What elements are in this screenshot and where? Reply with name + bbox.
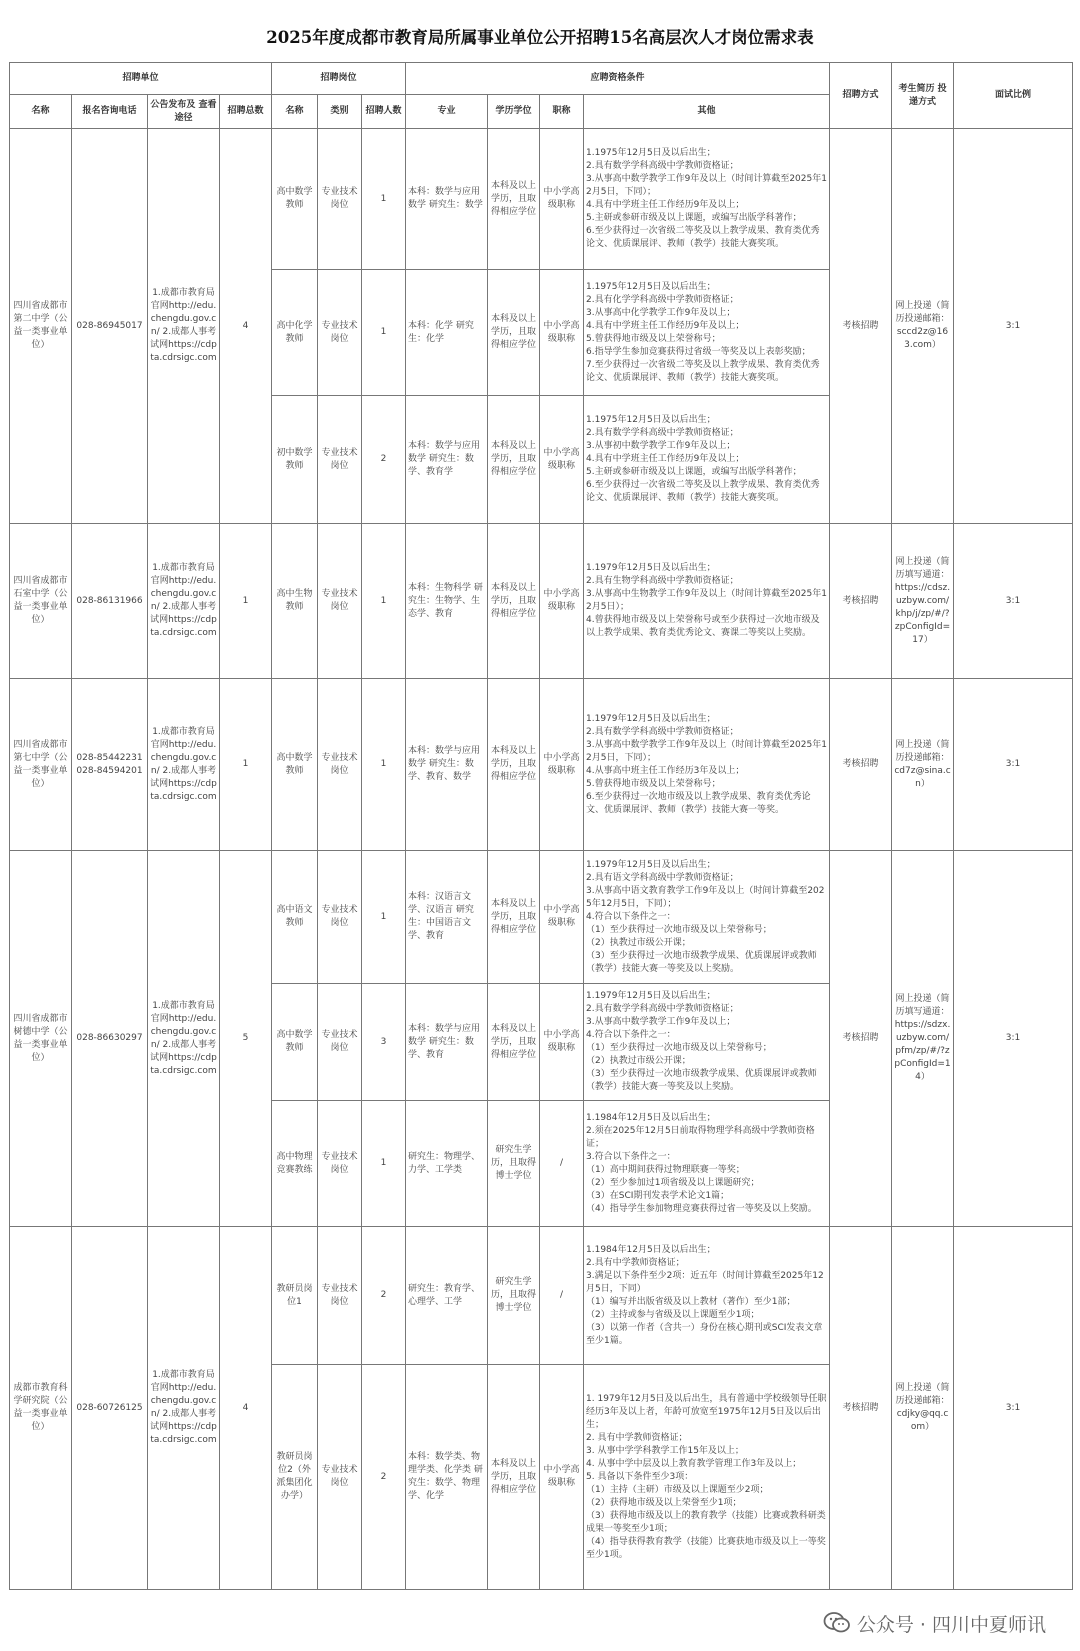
post-name-cell: 高中数学教师 <box>272 129 318 270</box>
requirement-line: 1.1979年12月5日及以后出生； <box>586 563 716 573</box>
unit-total-cell: 1 <box>220 679 272 851</box>
post-major-cell: 本科：数学类、物理学类、化学类 研究生：数学、物理学、化学 <box>406 1365 488 1590</box>
requirement-line: 1.1979年12月5日及以后出生； <box>586 859 716 870</box>
header-resume: 考生简历 投递方式 <box>892 63 954 129</box>
requirement-line: 1.1975年12月5日及以后出生； <box>586 281 716 292</box>
requirement-line: 6.指导学生参加竞赛获得过省级一等奖及以上表彰奖励； <box>586 346 811 357</box>
post-degree-cell: 本科及以上学历，且取得相应学位 <box>488 396 540 524</box>
post-other-cell <box>584 129 830 270</box>
requirement-line: 5. 具备以下条件至少3项： <box>586 1471 694 1482</box>
header-title-req: 职称 <box>540 95 584 129</box>
unit-announce-cell: 1.成都市教育局官网http://edu.chengdu.gov.cn/ 2.成都人事考试网https://cdpta.cdrsigc.com <box>148 524 220 679</box>
post-category-cell: 专业技术岗位 <box>318 1101 362 1227</box>
requirement-line: 3.符合以下条件之一： <box>586 1151 676 1162</box>
unit-name-cell: 四川省成都市树德中学（公益一类事业单位） <box>10 851 72 1227</box>
requirement-line: （4）指导获得教育教学（技能）比赛获地市级及以上一等奖至少1项。 <box>586 1536 826 1560</box>
unit-announce-cell: 1.成都市教育局官网http://edu.chengdu.gov.cn/ 2.成都人事考试网https://cdpta.cdrsigc.com <box>148 851 220 1227</box>
unit-resume-cell: 网上投递（简历填写通道：https://sdzx.uzbyw.com/pfm/zp/#/?zpConfigId=14） <box>892 851 954 1227</box>
requirement-line: 3.从事高中数学教学工作9年及以上； <box>586 1017 736 1027</box>
post-name-cell: 高中数学教师 <box>272 984 318 1101</box>
requirement-line: 4.符合以下条件之一： <box>586 911 676 922</box>
requirement-line: 1.1979年12月5日及以后出生； <box>586 991 716 1001</box>
unit-method-cell: 考核招聘 <box>830 1227 892 1590</box>
table-body <box>10 129 1073 1590</box>
requirement-line: 1.1975年12月5日及以后出生； <box>586 148 716 158</box>
post-category-cell: 专业技术岗位 <box>318 396 362 524</box>
post-count-cell: 1 <box>362 129 406 270</box>
requirement-line: 4.曾获得地市级及以上荣誉称号或至少获得过一次地市级及以上教学成果、教育类优秀论文、赛课二等奖以上奖励。 <box>586 615 820 638</box>
post-category-cell: 专业技术岗位 <box>318 524 362 679</box>
unit-ratio-cell: 3:1 <box>954 1227 1073 1590</box>
unit-name-cell: 四川省成都市第七中学（公益一类事业单位） <box>10 679 72 851</box>
requirement-line: （2）执教过市级公开课； <box>586 937 691 948</box>
post-other-cell <box>584 270 830 396</box>
header-post-name: 名称 <box>272 95 318 129</box>
header-major: 专业 <box>406 95 488 129</box>
post-title-req-cell: / <box>540 1101 584 1227</box>
unit-name-cell: 四川省成都市石室中学（公益一类事业单位） <box>10 524 72 679</box>
requirement-line: 3.从事初中数学教学工作9年及以上； <box>586 441 736 451</box>
unit-announce-cell: 1.成都市教育局官网http://edu.chengdu.gov.cn/ 2.成都人事考试网https://cdpta.cdrsigc.com <box>148 1227 220 1590</box>
post-other-cell <box>584 679 830 851</box>
post-name-cell: 高中生物教师 <box>272 524 318 679</box>
post-title-req-cell: / <box>540 1227 584 1365</box>
unit-phone-cell: 028-60726125 <box>72 1227 148 1590</box>
unit-resume-cell: 网上投递（简历投递邮箱：cd7z@sina.cn） <box>892 679 954 851</box>
requirement-line: 2. 具有中学教师资格证； <box>586 1432 688 1443</box>
table-row <box>10 524 1073 679</box>
post-other-cell <box>584 1365 830 1590</box>
requirement-line: 5.主研或参研市级及以上课题，或编写出版学科著作； <box>586 213 802 223</box>
post-category-cell: 专业技术岗位 <box>318 1227 362 1365</box>
post-other-cell <box>584 1101 830 1227</box>
unit-announce-cell: 1.成都市教育局官网http://edu.chengdu.gov.cn/ 2.成都人事考试网https://cdpta.cdrsigc.com <box>148 679 220 851</box>
post-degree-cell: 本科及以上学历，且取得相应学位 <box>488 270 540 396</box>
requirement-line: （3）在SCI期刊发表学术论文1篇； <box>586 1190 730 1201</box>
requirement-line: （2）执教过市级公开课； <box>586 1056 691 1066</box>
unit-phone-cell: 028-86945017 <box>72 129 148 524</box>
unit-method-cell: 考核招聘 <box>830 679 892 851</box>
unit-resume-cell: 网上投递（简历投递邮箱：cdjky@qq.com） <box>892 1227 954 1590</box>
requirement-line: （1）至少获得过一次地市级及以上荣誉称号； <box>586 1043 772 1053</box>
post-name-cell: 高中数学教师 <box>272 679 318 851</box>
post-name-cell: 初中数学教师 <box>272 396 318 524</box>
requirement-line: 1.1979年12月5日及以后出生； <box>586 713 716 724</box>
post-count-cell: 1 <box>362 851 406 984</box>
unit-total-cell: 4 <box>220 1227 272 1590</box>
post-major-cell: 本科：数学与应用数学 研究生：数学、教育、数学 <box>406 679 488 851</box>
wechat-icon <box>823 1611 851 1635</box>
post-other-cell <box>584 396 830 524</box>
unit-method-cell: 考核招聘 <box>830 129 892 524</box>
post-major-cell: 本科：数学与应用数学 研究生：数学、教育学 <box>406 396 488 524</box>
unit-total-cell: 4 <box>220 129 272 524</box>
post-major-cell: 本科：数学与应用数学 研究生：数学 <box>406 129 488 270</box>
post-other-cell <box>584 524 830 679</box>
post-title-req-cell: 中小学高级职称 <box>540 396 584 524</box>
post-major-cell: 本科：汉语言文学、汉语言 研究生：中国语言文学、教育 <box>406 851 488 984</box>
requirement-line: 4.具有中学班主任工作经历9年及以上； <box>586 454 745 464</box>
post-title-req-cell: 中小学高级职称 <box>540 129 584 270</box>
post-major-cell: 本科：化学 研究生：化学 <box>406 270 488 396</box>
post-degree-cell: 本科及以上学历，且取得相应学位 <box>488 129 540 270</box>
requirement-line: 5.曾获得地市级及以上荣誉称号； <box>586 333 721 344</box>
post-count-cell: 2 <box>362 396 406 524</box>
requirement-line: 3.从事高中生物教学工作9年及以上（时间计算截至2025年12月5日）； <box>586 589 827 612</box>
post-other-cell <box>584 851 830 984</box>
requirement-line: 3.从事高中数学教学工作9年及以上（时间计算截至2025年12月5日，下同）； <box>586 739 827 763</box>
table-row <box>10 851 1073 984</box>
post-count-cell: 3 <box>362 984 406 1101</box>
header-qualification-group: 应聘资格条件 <box>406 63 830 95</box>
post-degree-cell: 本科及以上学历，且取得相应学位 <box>488 984 540 1101</box>
post-category-cell: 专业技术岗位 <box>318 129 362 270</box>
header-unit-name: 名称 <box>10 95 72 129</box>
requirement-line: 3.从事高中语文教育教学工作9年及以上（时间计算截至2025年12月5日，下同）； <box>586 885 825 909</box>
requirement-line: 6.至少获得过一次地市级及以上教学成果、教育类优秀论文、优质课展评、教师（教学）技能大赛一等奖。 <box>586 791 811 815</box>
post-count-cell: 1 <box>362 524 406 679</box>
requirement-line: 4.从事高中班主任工作经历3年及以上； <box>586 765 745 776</box>
requirement-line: （1）主持（主研）市级及以上课题至少2项； <box>586 1484 769 1495</box>
requirement-line: 2.具有语文学科高级中学教师资格证； <box>586 872 739 883</box>
unit-announce-cell: 1.成都市教育局官网http://edu.chengdu.gov.cn/ 2.成都人事考试网https://cdpta.cdrsigc.com <box>148 129 220 524</box>
post-name-cell: 高中化学教师 <box>272 270 318 396</box>
post-category-cell: 专业技术岗位 <box>318 679 362 851</box>
watermark-text: 公众号 · 四川中夏师讯 <box>856 1613 1046 1636</box>
post-degree-cell: 本科及以上学历，且取得相应学位 <box>488 679 540 851</box>
requirement-line: 4. 从事中学中层及以上教育教学管理工作3年及以上； <box>586 1458 802 1469</box>
unit-resume-cell: 网上投递（简历填写通道：https://cdsz.uzbyw.com/khp/j/zp/#/?zpConfigId=17） <box>892 524 954 679</box>
requirement-line: 4.符合以下条件之一： <box>586 1030 676 1040</box>
unit-phone-cell: 028-86630297 <box>72 851 148 1227</box>
post-category-cell: 专业技术岗位 <box>318 1365 362 1590</box>
requirement-line: 3. 从事中学学科教学工作15年及以上； <box>586 1445 744 1456</box>
requirement-line: 3.从事高中数学教学工作9年及以上（时间计算截至2025年12月5日，下同）； <box>586 174 827 197</box>
post-name-cell: 教研员岗位2（外派集团化办学） <box>272 1365 318 1590</box>
requirement-line: 2.须在2025年12月5日前取得物理学科高级中学教师资格证； <box>586 1125 815 1149</box>
requirement-line: （3）至少获得过一次地市级教学成果、优质课展评或教师（教学）技能大赛一等奖及以上奖励。 <box>586 950 817 974</box>
post-title-req-cell: 中小学高级职称 <box>540 984 584 1101</box>
requirement-line: （1）高中期间获得过物理联赛一等奖； <box>586 1164 745 1175</box>
requirement-line: 3.满足以下条件至少2项：近五年（时间计算截至2025年12月5日，下同） <box>586 1270 824 1294</box>
unit-name-cell: 四川省成都市第二中学（公益一类事业单位） <box>10 129 72 524</box>
requirement-line: （2）主持或参与省级及以上课题至少1项； <box>586 1309 760 1320</box>
post-major-cell: 本科：数学与应用数学 研究生：数学、教育 <box>406 984 488 1101</box>
post-degree-cell: 研究生学历，且取得博士学位 <box>488 1101 540 1227</box>
unit-method-cell: 考核招聘 <box>830 524 892 679</box>
post-major-cell: 本科：生物科学 研究生：生物学、生态学、教育 <box>406 524 488 679</box>
post-major-cell: 研究生：物理学、力学、工学类 <box>406 1101 488 1227</box>
post-name-cell: 教研员岗位1 <box>272 1227 318 1365</box>
post-major-cell: 研究生：教育学、心理学、工学 <box>406 1227 488 1365</box>
header-announce: 公告发布及 查看途径 <box>148 95 220 129</box>
requirement-line: 2.具有数学学科高级中学教师资格证； <box>586 161 739 171</box>
requirement-line: 5.主研或参研市级及以上课题，或编写出版学科著作； <box>586 467 802 477</box>
wechat-watermark <box>817 1607 1052 1639</box>
requirement-line: （2）获得地市级及以上荣誉至少1项； <box>586 1497 742 1508</box>
requirement-line: 1.1984年12月5日及以后出生； <box>586 1244 716 1255</box>
requirement-line: （3）获得地市级及以上的教育教学（技能）比赛或教科研类成果一等奖至少1项； <box>586 1510 826 1534</box>
requirement-line: （4）指导学生参加物理竞赛获得过省一等奖及以上奖励。 <box>586 1203 817 1214</box>
post-count-cell: 2 <box>362 1365 406 1590</box>
post-count-cell: 1 <box>362 679 406 851</box>
requirement-line: 5.曾获得地市级及以上荣誉称号； <box>586 778 721 789</box>
post-degree-cell: 本科及以上学历，且取得相应学位 <box>488 1365 540 1590</box>
unit-total-cell: 1 <box>220 524 272 679</box>
post-name-cell: 高中物理竞赛教练 <box>272 1101 318 1227</box>
requirement-line: 1. 1979年12月5日及以后出生，具有普通中学校级领导任职经历3年及以上者，年龄可放宽至1975年12月5日及以后出生； <box>586 1393 827 1430</box>
table-row <box>10 129 1073 270</box>
unit-ratio-cell: 3:1 <box>954 679 1073 851</box>
requirement-line: 6.至少获得过一次省级二等奖及以上教学成果、教育类优秀论文、优质课展评、教师（教学）技能大赛奖项。 <box>586 226 820 249</box>
post-other-cell <box>584 984 830 1101</box>
post-category-cell: 专业技术岗位 <box>318 270 362 396</box>
header-phone: 报名咨询电话 <box>72 95 148 129</box>
requirement-line: 6.至少获得过一次省级二等奖及以上教学成果、教育类优秀论文、优质课展评、教师（教学）技能大赛奖项。 <box>586 480 820 503</box>
post-count-cell: 1 <box>362 1101 406 1227</box>
requirement-line: 2.具有数学学科高级中学教师资格证； <box>586 428 739 438</box>
unit-ratio-cell: 3:1 <box>954 129 1073 524</box>
requirement-line: 4.具有中学班主任工作经历9年及以上； <box>586 320 745 331</box>
requirement-line: 4.具有中学班主任工作经历9年及以上； <box>586 200 745 210</box>
post-title-req-cell: 中小学高级职称 <box>540 270 584 396</box>
unit-ratio-cell: 3:1 <box>954 524 1073 679</box>
requirement-line: 7.至少获得过一次省级二等奖及以上教学成果、教育类优秀论文、优质课展评、教师（教学）技能大赛奖项。 <box>586 359 820 383</box>
post-degree-cell: 研究生学历，且取得博士学位 <box>488 1227 540 1365</box>
requirement-line: 2.具有化学学科高级中学教师资格证； <box>586 294 739 305</box>
header-count: 招聘人数 <box>362 95 406 129</box>
header-degree: 学历学位 <box>488 95 540 129</box>
header-category: 类别 <box>318 95 362 129</box>
post-category-cell: 专业技术岗位 <box>318 851 362 984</box>
post-title-req-cell: 中小学高级职称 <box>540 851 584 984</box>
post-title-req-cell: 中小学高级职称 <box>540 1365 584 1590</box>
unit-phone-cell: 028-86131966 <box>72 524 148 679</box>
unit-total-cell: 5 <box>220 851 272 1227</box>
requirement-line: 2.具有数学学科高级中学教师资格证； <box>586 1004 739 1014</box>
requirement-line: （2）至少参加过1项省级及以上课题研究； <box>586 1177 760 1188</box>
post-title-req-cell: 中小学高级职称 <box>540 679 584 851</box>
unit-name-cell: 成都市教育科学研究院（公益一类事业单位） <box>10 1227 72 1590</box>
requirement-line: 1.1975年12月5日及以后出生； <box>586 415 716 425</box>
header-total: 招聘总数 <box>220 95 272 129</box>
post-count-cell: 1 <box>362 270 406 396</box>
post-degree-cell: 本科及以上学历，且取得相应学位 <box>488 851 540 984</box>
table-row <box>10 1227 1073 1365</box>
post-count-cell: 2 <box>362 1227 406 1365</box>
header-unit-group: 招聘单位 <box>10 63 272 95</box>
table-row <box>10 679 1073 851</box>
requirement-line: （3）至少获得过一次地市级教学成果、优质课展评或教师（教学）技能大赛一等奖及以上奖励。 <box>586 1069 817 1092</box>
requirement-line: （1）至少获得过一次地市级及以上荣誉称号； <box>586 924 772 935</box>
post-degree-cell: 本科及以上学历，且取得相应学位 <box>488 524 540 679</box>
requirement-line: （3）以第一作者（含共一）身份在核心期刊或SCI发表文章至少1篇。 <box>586 1322 823 1346</box>
post-category-cell: 专业技术岗位 <box>318 984 362 1101</box>
header-other: 其他 <box>584 95 830 129</box>
post-name-cell: 高中语文教师 <box>272 851 318 984</box>
unit-method-cell: 考核招聘 <box>830 851 892 1227</box>
recruitment-table <box>9 62 1073 1590</box>
unit-phone-cell: 028-85442231 028-84594201 <box>72 679 148 851</box>
post-title-req-cell: 中小学高级职称 <box>540 524 584 679</box>
requirement-line: 1.1984年12月5日及以后出生； <box>586 1112 716 1123</box>
header-post-group: 招聘岗位 <box>272 63 406 95</box>
requirement-line: 2.具有数学学科高级中学教师资格证； <box>586 726 739 737</box>
requirement-line: 2.具有中学教师资格证； <box>586 1257 685 1268</box>
header-method: 招聘方式 <box>830 63 892 129</box>
requirement-line: 3.从事高中化学教学工作9年及以上； <box>586 307 736 318</box>
requirement-line: （1）编写并出版省级及以上教材（著作）至少1部； <box>586 1296 796 1307</box>
unit-ratio-cell: 3:1 <box>954 851 1073 1227</box>
post-other-cell <box>584 1227 830 1365</box>
unit-resume-cell: 网上投递（简历投递邮箱：sccd2z@163.com） <box>892 129 954 524</box>
header-ratio: 面试比例 <box>954 63 1073 129</box>
page-title: 2025年度成都市教育局所属事业单位公开招聘15名高层次人才岗位需求表 <box>266 28 814 47</box>
requirement-line: 2.具有生物学科高级中学教师资格证； <box>586 576 739 586</box>
